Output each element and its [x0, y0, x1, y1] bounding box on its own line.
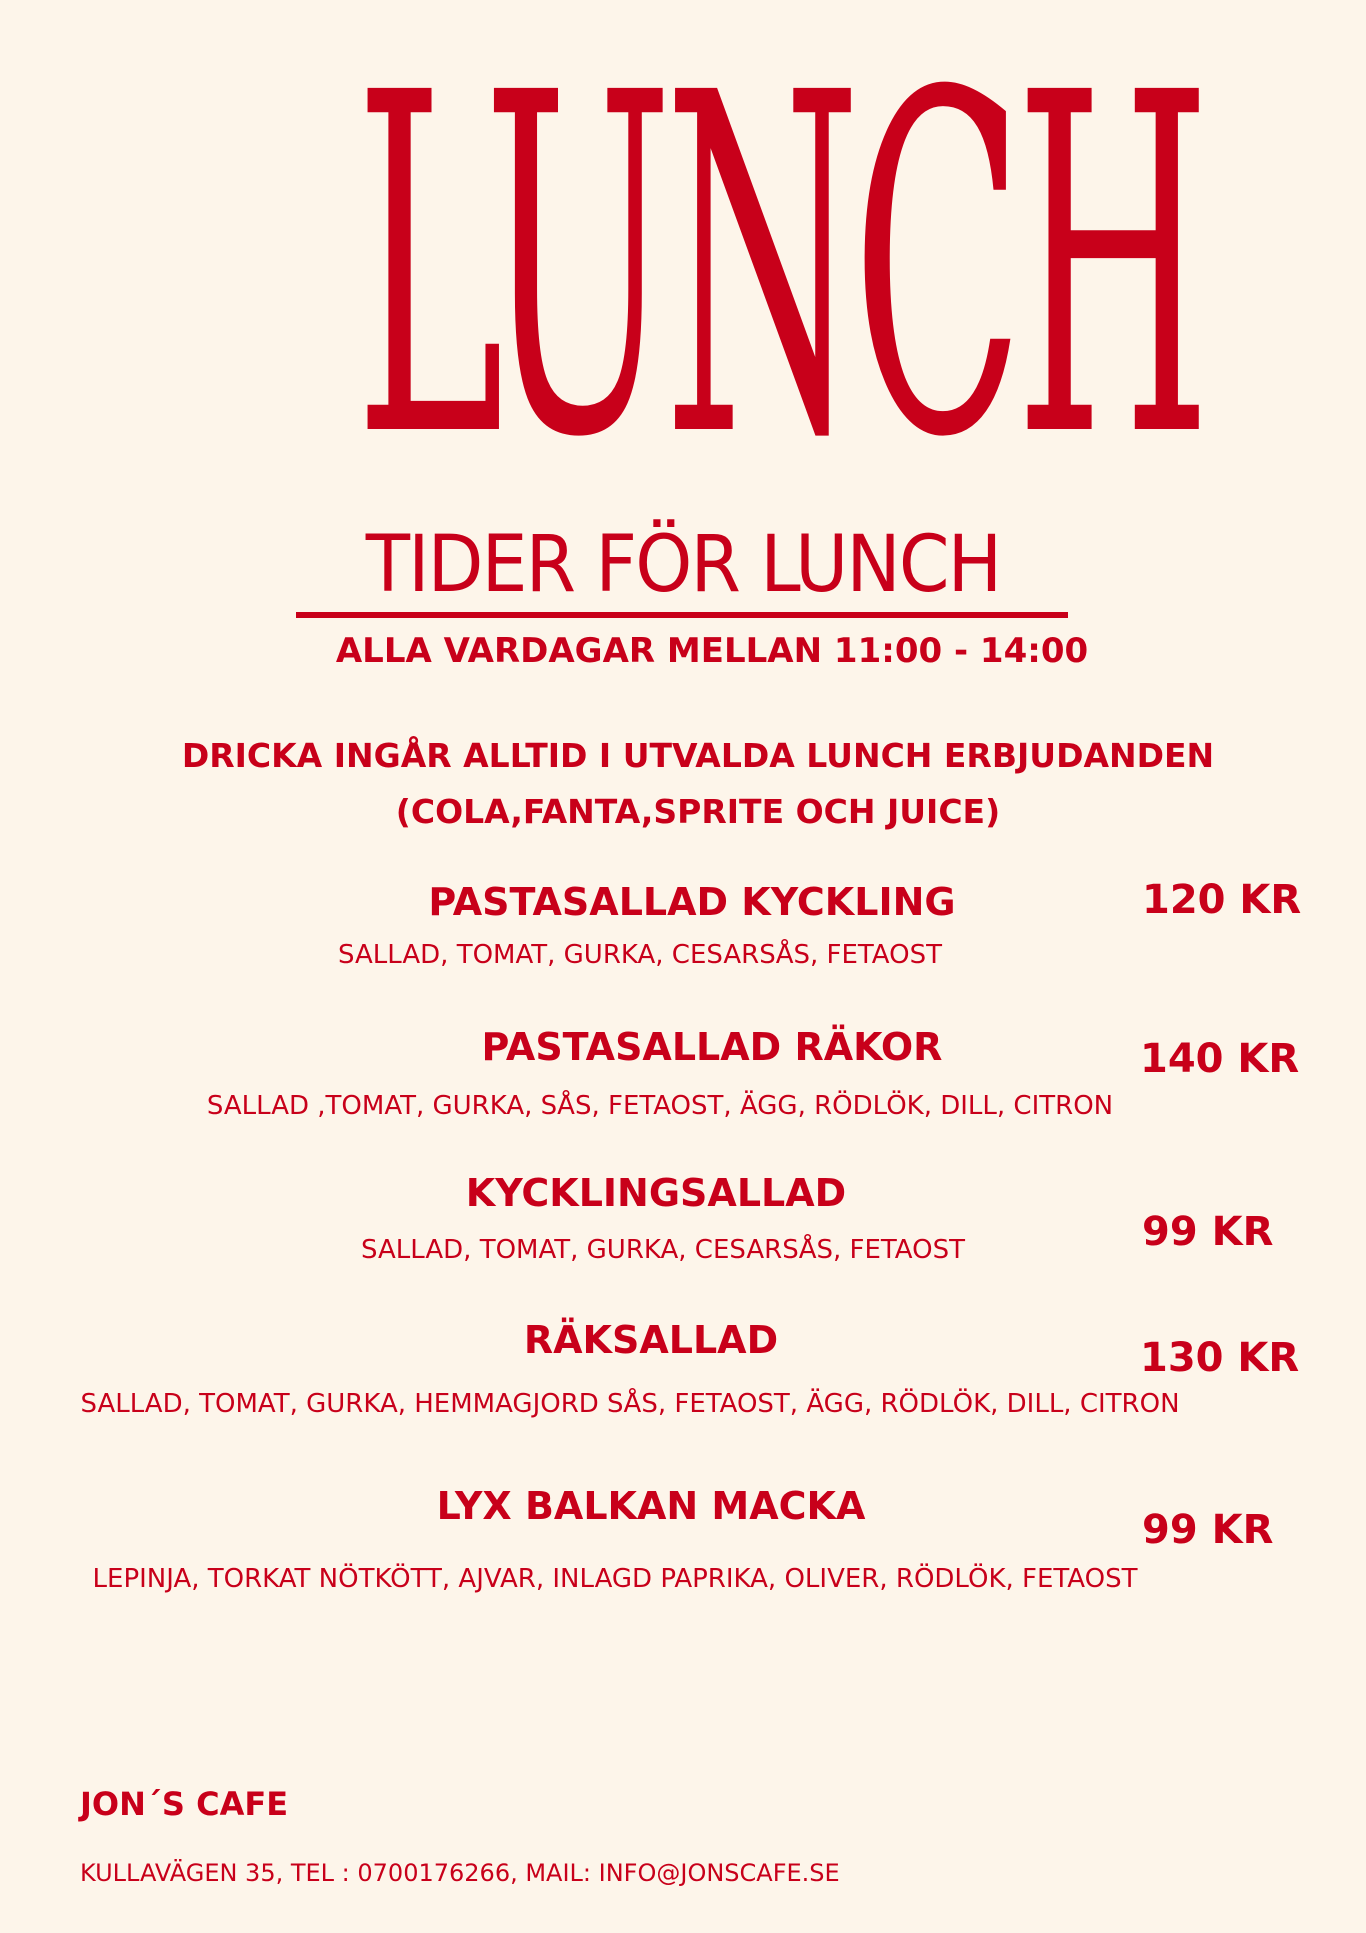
- drink-notice-line-2: (COLA,FANTA,SPRITE OCH JUICE): [395, 792, 1001, 831]
- menu-item-price: 120 KR: [1142, 877, 1302, 923]
- menu-item-price: 140 KR: [1140, 1036, 1300, 1082]
- menu-title: LUNCH: [355, 0, 1203, 540]
- menu-item-name: KYCKLINGSALLAD: [465, 1171, 847, 1215]
- menu-item-description: SALLAD ,TOMAT, GURKA, SÅS, FETAOST, ÄGG, RÖDLÖK, DILL, CITRON: [206, 1091, 1114, 1121]
- lunch-hours-heading: TIDER FÖR LUNCH: [365, 520, 1001, 610]
- menu-item-name: LYX BALKAN MACKA: [436, 1484, 866, 1528]
- menu-item-price: 99 KR: [1142, 1507, 1274, 1553]
- menu-item-name: PASTASALLAD RÄKOR: [481, 1025, 943, 1069]
- drink-notice-line-1: DRICKA INGÅR ALLTID I UTVALDA LUNCH ERBJUDANDEN: [181, 736, 1215, 775]
- menu-item-price: 130 KR: [1140, 1335, 1300, 1381]
- menu-item-description: LEPINJA, TORKAT NÖTKÖTT, AJVAR, INLAGD PAPRIKA, OLIVER, RÖDLÖK, FETAOST: [92, 1564, 1138, 1594]
- cafe-contact-info: KULLAVÄGEN 35, TEL : 0700176266, MAIL: INFO@JONSCAFE.SE: [80, 1859, 840, 1887]
- menu-item-price: 99 KR: [1142, 1209, 1274, 1255]
- lunch-hours-schedule: ALLA VARDAGAR MELLAN 11:00 - 14:00: [335, 631, 1089, 671]
- heading-underline: [296, 612, 1068, 618]
- menu-item-name: PASTASALLAD KYCKLING: [428, 880, 956, 924]
- menu-item-description: SALLAD, TOMAT, GURKA, CESARSÅS, FETAOST: [361, 1235, 965, 1265]
- menu-item-description: SALLAD, TOMAT, GURKA, CESARSÅS, FETAOST: [338, 940, 942, 970]
- menu-item-name: RÄKSALLAD: [523, 1318, 779, 1362]
- cafe-name: JON´S CAFE: [80, 1785, 289, 1823]
- menu-item-description: SALLAD, TOMAT, GURKA, HEMMAGJORD SÅS, FETAOST, ÄGG, RÖDLÖK, DILL, CITRON: [80, 1389, 1180, 1419]
